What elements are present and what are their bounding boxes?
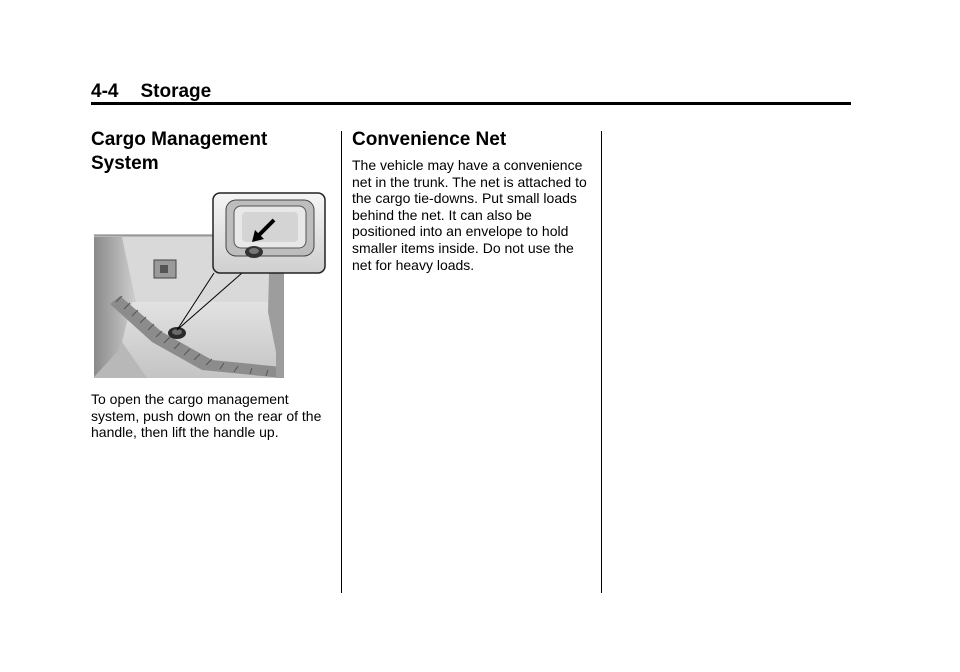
convenience-net-title: Convenience Net — [352, 129, 507, 150]
cargo-management-body: To open the cargo management system, push down on the rear of the handle, then lift the handle up. — [91, 391, 322, 441]
column-divider-left — [341, 131, 342, 593]
cargo-trunk-illustration — [92, 192, 328, 380]
section-name: Storage — [140, 81, 212, 102]
column-divider-right — [601, 131, 602, 593]
cargo-management-title: Cargo Management System — [91, 129, 268, 174]
page-header — [91, 80, 211, 104]
handle-detail-inset — [213, 193, 325, 273]
convenience-net-body: The vehicle may have a convenience net in the trunk. The net is attached to the cargo tie-downs. Put small loads behind the net. It can also be positioned into an envelope to hold smaller items inside. Do not use the net for heavy loads. — [352, 157, 587, 273]
header-rule — [91, 102, 851, 105]
page-number: 4-4 — [91, 81, 119, 102]
